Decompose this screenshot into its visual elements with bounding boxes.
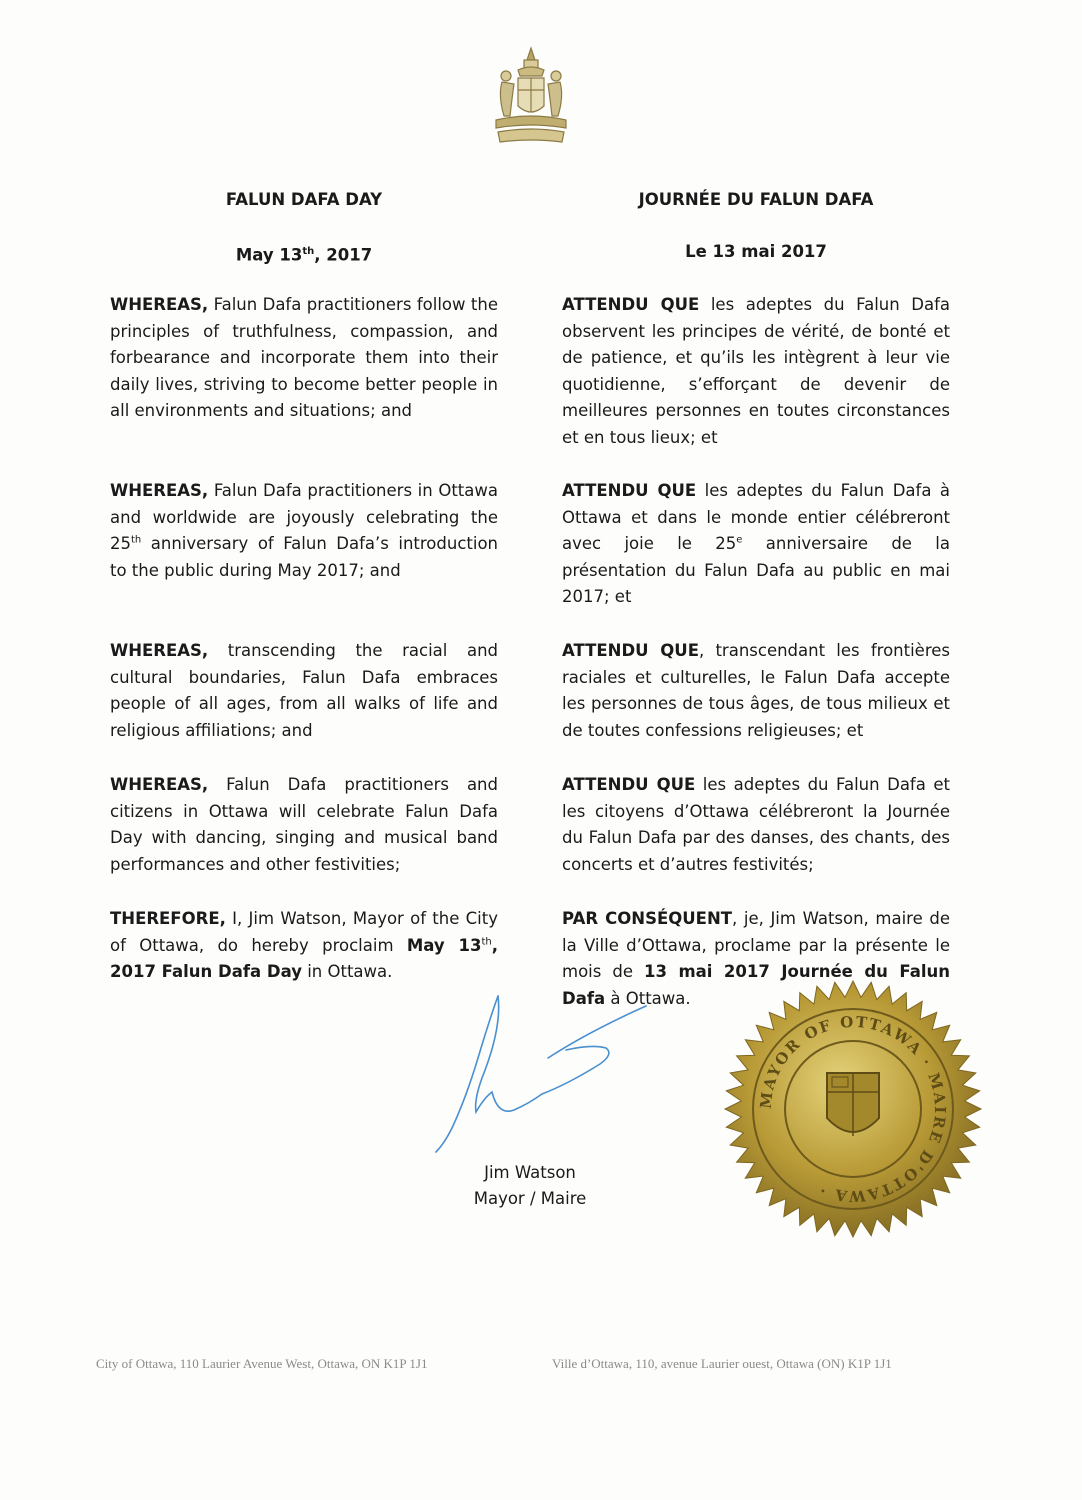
signature-block	[430, 1160, 630, 1212]
svg-text:MAYOR OF OTTAWA · MAIRE D'OTTA: MAYOR OF OTTAWA · MAIRE D'OTTAWA ·	[756, 1012, 950, 1206]
english-date: May 13th, 2017	[235, 245, 373, 265]
coat-of-arms-icon	[488, 46, 574, 150]
signatory-name: Jim Watson	[484, 1163, 576, 1182]
english-column	[110, 188, 498, 1012]
french-column	[562, 188, 950, 1012]
signatory-title: Mayor / Maire	[473, 1189, 587, 1208]
french-date: Le 13 mai 2017	[685, 242, 827, 261]
english-paragraph-3: WHEREAS, transcending the racial and cultural boundaries, Falun Dafa embraces people of all ages, from all walks of life and religious affiliations; and	[110, 641, 498, 740]
french-paragraph-1: ATTENDU QUE les adeptes du Falun Dafa observent les principes de vérité, de bonté et de patience, et qu’ils les intègrent à leur vie quotidienne, s’efforçant de devenir de meilleures personnes en toutes circonstances et en tous lieux; et	[562, 295, 950, 447]
french-title: JOURNÉE DU FALUN DAFA	[638, 190, 874, 209]
english-title: FALUN DAFA DAY	[225, 190, 383, 209]
english-paragraph-5: THEREFORE, I, Jim Watson, Mayor of the City of Ottawa, do hereby proclaim May 13th, 2017 Falun Dafa Day in Ottawa.	[110, 909, 498, 981]
footer-address-english: City of Ottawa, 110 Laurier Avenue West, Ottawa, ON K1P 1J1	[96, 1356, 428, 1371]
footer-address-french: Ville d’Ottawa, 110, avenue Laurier ouest, Ottawa (ON) K1P 1J1	[552, 1356, 892, 1371]
gold-seal-icon	[722, 978, 984, 1240]
signature-icon	[418, 988, 658, 1158]
french-paragraph-2: ATTENDU QUE les adeptes du Falun Dafa à Ottawa et dans le monde entier célébreront avec joie le 25e anniversaire de la présentation du Falun Dafa au public en mai 2017; et	[562, 481, 950, 606]
english-paragraph-4: WHEREAS, Falun Dafa practitioners and citizens in Ottawa will celebrate Falun Dafa Day with dancing, singing and musical band performances and other festivities;	[110, 775, 498, 874]
french-paragraph-4: ATTENDU QUE les adeptes du Falun Dafa et les citoyens d’Ottawa célébreront la Journée du Falun Dafa par des danses, des chants, des concerts et d’autres festivités;	[562, 775, 950, 874]
english-paragraph-1: WHEREAS, Falun Dafa practitioners follow the principles of truthfulness, compassion, and forbearance and incorporate them into their daily lives, striving to become better people in all environments and situations; and	[110, 295, 498, 420]
english-paragraph-2: WHEREAS, Falun Dafa practitioners in Ottawa and worldwide are joyously celebrating the 25th anniversary of Falun Dafa’s introduction to the public during May 2017; and	[110, 481, 498, 580]
french-paragraph-5: PAR CONSÉQUENT, je, Jim Watson, maire de la Ville d’Ottawa, proclame par la présente le mois de 13 mai 2017 Journée du Falun Dafa à Ottawa.	[562, 909, 950, 1008]
french-paragraph-3: ATTENDU QUE, transcendant les frontières raciales et culturelles, le Falun Dafa accepte les personnes de tous âges, de tous milieux et de toutes confessions religieuses; et	[562, 641, 950, 740]
